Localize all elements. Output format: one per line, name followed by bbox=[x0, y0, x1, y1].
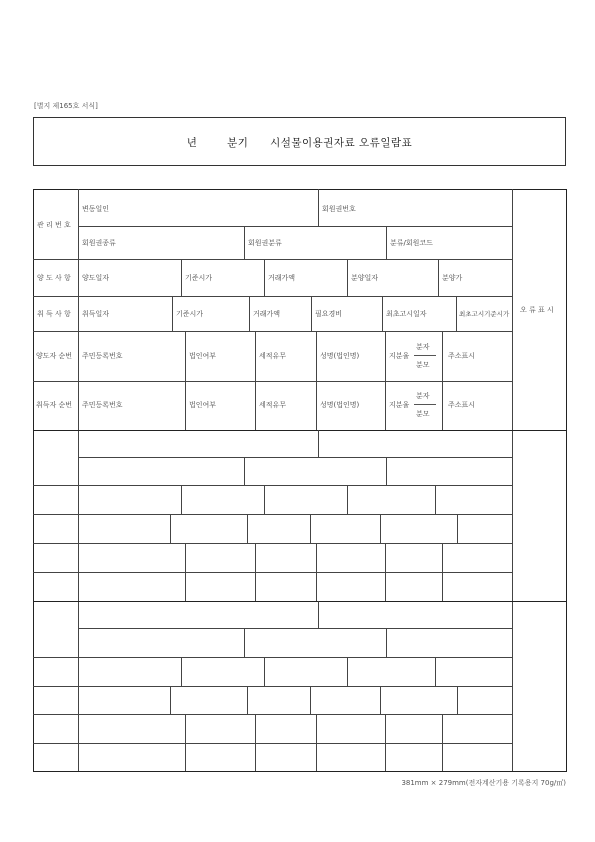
paper-spec-footer: 381mm × 279mm(전자계산기용 기록용지 70g/㎡) bbox=[401, 779, 566, 787]
transfer-trade-price-label: 거래가액 bbox=[268, 274, 296, 282]
sale-date-label: 분양일자 bbox=[351, 274, 379, 282]
transfer-header: 양 도 사 항 bbox=[37, 274, 71, 282]
sale-price-label: 분양가 bbox=[442, 274, 463, 282]
acquisition-header: 취 득 사 항 bbox=[37, 310, 71, 318]
transferor-address-label: 주소표시 bbox=[448, 352, 476, 360]
acquisition-date-label: 취득일자 bbox=[82, 310, 110, 318]
transferor-denominator-label: 분모 bbox=[416, 361, 430, 369]
acquisition-trade-price-label: 거래가액 bbox=[253, 310, 281, 318]
acquirer-share-ratio-label: 지분율 bbox=[389, 401, 410, 409]
title-main: 시설물이용권자료 오류일람표 bbox=[270, 137, 413, 149]
membership-type-label: 회원권종류 bbox=[82, 239, 116, 247]
transfer-base-price-label: 기준시가 bbox=[185, 274, 213, 282]
acquirer-tax-record-label: 세적유무 bbox=[259, 401, 287, 409]
first-notice-base-price-label: 최초고시기준시가 bbox=[459, 310, 510, 318]
transferor-header: 양도자 순번 bbox=[36, 352, 73, 360]
transferor-tax-record-label: 세적유무 bbox=[259, 352, 287, 360]
acquisition-base-price-label: 기준시가 bbox=[176, 310, 204, 318]
error-display-header: 오 류 표 시 bbox=[520, 306, 554, 314]
transferor-resident-number-label: 주민등록번호 bbox=[82, 352, 123, 360]
transfer-date-label: 양도일자 bbox=[82, 274, 110, 282]
page-title bbox=[33, 135, 566, 150]
acquirer-address-label: 주소표시 bbox=[448, 401, 476, 409]
necessary-expense-label: 필요경비 bbox=[315, 310, 343, 318]
acquirer-denominator-label: 분모 bbox=[416, 410, 430, 418]
transferor-share-ratio-label: 지분율 bbox=[389, 352, 410, 360]
management-header: 관 리 번 호 bbox=[37, 221, 71, 229]
acquirer-resident-number-label: 주민등록번호 bbox=[82, 401, 123, 409]
transferor-numerator-label: 분자 bbox=[416, 343, 430, 351]
acquirer-corporate-flag-label: 법인여부 bbox=[189, 401, 217, 409]
acquirer-fraction-bar bbox=[414, 404, 436, 405]
membership-number-label: 회원권번호 bbox=[322, 205, 356, 213]
transferor-fraction-bar bbox=[414, 355, 436, 356]
class-code-label: 분류/회원코드 bbox=[390, 239, 433, 247]
acquirer-numerator-label: 분자 bbox=[416, 392, 430, 400]
form-number-label: [별지 제165호 서식] bbox=[34, 102, 98, 110]
title-year: 년 bbox=[186, 137, 198, 149]
transferor-corporate-flag-label: 법인여부 bbox=[189, 352, 217, 360]
membership-class-label: 회원권분류 bbox=[248, 239, 282, 247]
title-quarter: 분기 bbox=[227, 137, 249, 149]
acquirer-header: 취득자 순번 bbox=[36, 401, 73, 409]
transferor-name-label: 성명(법인명) bbox=[320, 352, 360, 360]
acquirer-name-label: 성명(법인명) bbox=[320, 401, 360, 409]
first-notice-date-label: 최초고시일자 bbox=[386, 310, 427, 318]
change-person-label: 변동일인 bbox=[82, 205, 110, 213]
